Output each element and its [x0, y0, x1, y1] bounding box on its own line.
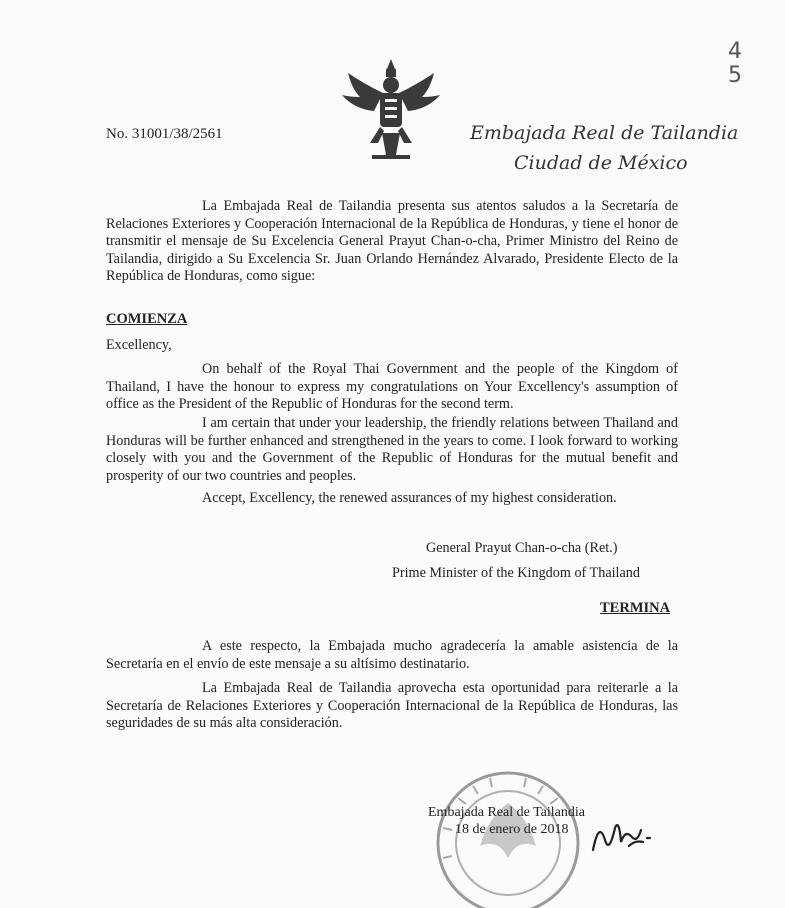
letter-date: 18 de enero de 2018 [455, 822, 569, 837]
garuda-crest-icon [336, 55, 446, 165]
page-number [725, 40, 745, 88]
reference-number: No. 31001/38/2561 [106, 126, 223, 142]
end-heading: TERMINA [600, 600, 671, 616]
closing-paragraph-1: A este respecto, la Embajada mucho agradecería la amable asistencia de la Secretaría en el envío de este mensaje a su altísimo destinatario. [106, 638, 678, 672]
letterhead [470, 118, 738, 178]
closing-paragraph-2: La Embajada Real de Tailandia aprovecha esta oportunidad para reiterarle a la Secretaría de Relaciones Exteriores y Cooperación Internacional de la República de Honduras, las seguridades de su más alta consideración. [106, 680, 678, 731]
message-paragraph-2: I am certain that under your leadership, the friendly relations between Thailand and Honduras will be further enhanced and strengthened in the years to come. I look forward to working closely with you and the Government of the Republic of Honduras for the mutual benefit and prosperity of our two countries and peoples. [106, 415, 678, 484]
signatory-name: General Prayut Chan-o-cha (Ret.) [426, 540, 618, 556]
begin-heading: COMIENZA [106, 311, 188, 327]
message-paragraph-1: On behalf of the Royal Thai Government and the people of the Kingdom of Thailand, I have the honour to express my congratulations on Your Excellency's assumption of office as the President of the Republic of Honduras for the second term. [106, 361, 678, 412]
letterhead-city: Ciudad de México [514, 152, 688, 174]
message-paragraph-3: Accept, Excellency, the renewed assurances of my highest consideration. [202, 490, 617, 506]
embassy-place: Embajada Real de Tailandia [428, 805, 585, 820]
letterhead-embassy: Embajada Real de Tailandia [470, 122, 739, 144]
page-number-top: 4 [728, 39, 742, 64]
intro-paragraph: La Embajada Real de Tailandia presenta sus atentos saludos a la Secretaría de Relaciones Exteriores y Cooperación Internacional de la República de Honduras, y tiene el honor de transmitir el mensaje de Su Excelencia General Prayut Chan-o-cha, Primer Ministro del Reino de Tailandia, dirigido a Su Excelencia Sr. Juan Orlando Hernández Alvarado, Presidente Electo de la República de Honduras, como sigue: [106, 198, 678, 284]
page-number-bottom: 5 [728, 63, 742, 88]
salutation: Excellency, [106, 337, 172, 353]
signatory-title: Prime Minister of the Kingdom of Thailand [392, 565, 640, 581]
signature-icon [585, 810, 655, 860]
